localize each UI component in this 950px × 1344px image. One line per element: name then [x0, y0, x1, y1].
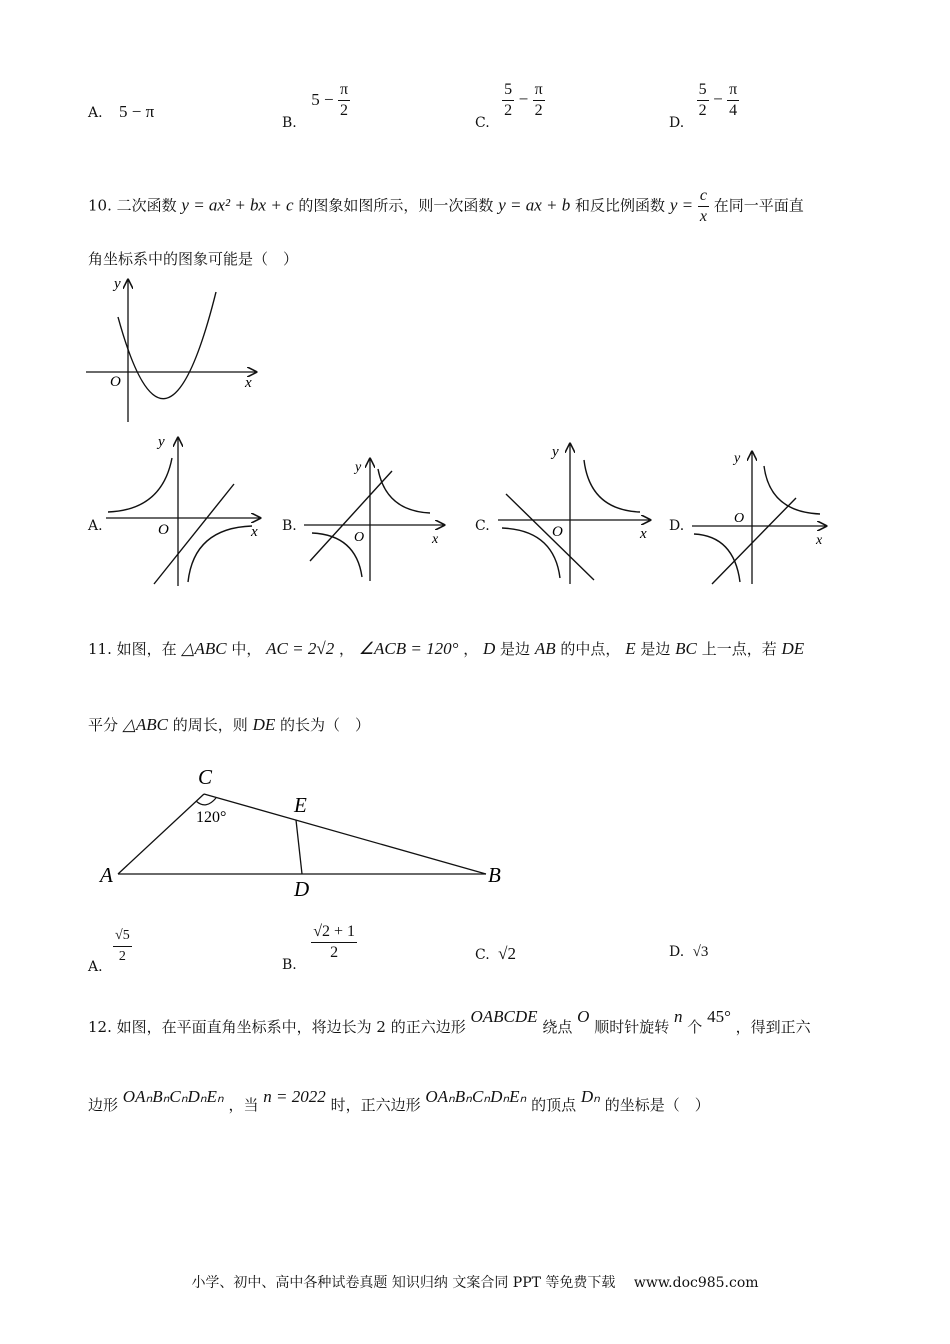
- q10-option-b-label: B.: [282, 518, 297, 534]
- q10-option-c-graph: [494, 438, 656, 586]
- vertex-b-label: B: [488, 863, 501, 887]
- quadratic-formula: y = ax² + bx + c: [181, 195, 294, 215]
- svg-text:O: O: [734, 511, 745, 526]
- side-ac: [118, 794, 204, 874]
- inverse-formula-lhs: y =: [669, 195, 694, 215]
- segment-de: [296, 820, 302, 874]
- triangle-abc: △ABC: [181, 639, 227, 658]
- q11-option-c: C. √2: [475, 944, 516, 963]
- q10-parabola-figure: [84, 272, 264, 427]
- svg-text:y: y: [552, 444, 559, 460]
- q11-stem-line1: 11. 如图，在 △ABC 中， AC = 2√2 ， ∠ACB = 120° ， D 是边 AB 的中点， E 是边 BC 上一点，若 DE: [88, 639, 805, 658]
- q10-option-b-graph: [300, 455, 450, 585]
- q12-stem-line2: 边形 OAₙBₙCₙDₙEₙ ，当 n = 2022 时，正六边形 OAₙBₙCₙDₙEₙ 的顶点 Dₙ 的坐标是（ ）: [88, 1087, 710, 1114]
- option-d-fraction-1: $\frac{5}{2}$: [698, 81, 707, 119]
- svg-text:y: y: [158, 434, 165, 450]
- origin-label: O: [110, 374, 121, 390]
- q10-stem-line2: 角坐标系中的图象可能是（ ）: [88, 250, 299, 268]
- svg-text:x: x: [432, 532, 439, 547]
- q9-option-d: [669, 80, 739, 131]
- svg-text:O: O: [158, 522, 169, 538]
- rotation-angle: 45°: [707, 1007, 731, 1026]
- parabola-curve: [118, 292, 216, 399]
- page-footer: 小学、初中、高中各种试卷真题 知识归纳 文案合同 PPT 等免费下载 www.doc985.com: [191, 1275, 759, 1291]
- svg-text:y: y: [355, 460, 362, 475]
- svg-text:y: y: [734, 451, 741, 466]
- vertex-c-label: C: [198, 765, 213, 789]
- angle-acb: ∠ACB = 120°: [358, 639, 459, 658]
- point-d-label: D: [294, 877, 310, 900]
- q10-stem-line1: 10. 二次函数 y = ax² + bx + c 的图象如图所示，则一次函数 y = ax + b 和反比例函数 y = $\frac{c}{x}$ 在同一平面直: [88, 187, 804, 225]
- x-label: x: [245, 375, 252, 391]
- linear-formula: y = ax + b: [498, 195, 571, 215]
- option-c-value: √2: [498, 944, 516, 963]
- svg-text:O: O: [552, 524, 563, 540]
- option-label: C.: [475, 114, 490, 131]
- q11-option-a: A. $\frac{√5}{2}$: [88, 928, 130, 975]
- q11-stem-line2: 平分 △ABC 的周长，则 DE 的长为（ ）: [88, 715, 371, 734]
- option-c-fraction-1: $\frac{5}{2}$: [504, 81, 513, 119]
- option-label: D.: [669, 114, 685, 131]
- q11-triangle-figure: [96, 760, 516, 900]
- option-a-expression: 5 − π: [119, 102, 155, 121]
- option-label: A.: [88, 105, 103, 121]
- hyperbola-branch: [378, 469, 430, 513]
- inverse-formula-fraction: $\frac{c}{x}$: [699, 187, 707, 225]
- q10-option-d-label: D.: [669, 518, 685, 534]
- q10-option-a-graph: [102, 432, 270, 588]
- angle-label: 120°: [196, 809, 227, 826]
- hyperbola-branch: [764, 466, 820, 514]
- hyperbola-branch: [694, 534, 740, 582]
- svg-text:O: O: [354, 530, 365, 545]
- option-d-value: √3: [692, 944, 709, 960]
- y-label: y: [114, 276, 121, 292]
- vertex-dn: Dₙ: [580, 1087, 600, 1106]
- option-d-fraction-2: $\frac{\pi}{4}$: [729, 81, 738, 119]
- q9-option-a: [88, 102, 154, 122]
- vertex-a-label: A: [100, 863, 113, 887]
- q11-option-b: B. $\frac{√2 + 1}{2}$: [282, 923, 356, 973]
- hyperbola-branch: [108, 458, 172, 512]
- operator: −: [713, 89, 723, 109]
- hexagon-name: OABCDE: [470, 1007, 538, 1026]
- straight-line: [506, 494, 594, 580]
- operator: −: [518, 89, 529, 109]
- q12-stem-line1: 12. 如图，在平面直角坐标系中，将边长为 2 的正六边形 OABCDE 绕点 O 顺时针旋转 n 个 45° ，得到正六: [88, 1007, 811, 1036]
- svg-text:x: x: [640, 526, 647, 542]
- n-value: n = 2022: [263, 1087, 326, 1106]
- svg-text:x: x: [251, 524, 258, 540]
- straight-line: [712, 498, 796, 584]
- q10-option-d-graph: [688, 446, 832, 586]
- option-c-fraction-2: $\frac{\pi}{2}$: [534, 81, 543, 119]
- option-b-fraction: $\frac{\pi}{2}$: [340, 81, 349, 119]
- q10-option-c-label: C.: [475, 518, 490, 534]
- q10-option-a-label: A.: [88, 518, 103, 534]
- hyperbola-branch: [584, 460, 640, 512]
- option-b-whole: 5 −: [311, 89, 334, 109]
- option-a-fraction: $\frac{√5}{2}$: [115, 928, 130, 964]
- side-cb: [204, 794, 486, 874]
- svg-text:x: x: [816, 533, 823, 548]
- straight-line: [310, 471, 392, 561]
- point-e-label: E: [294, 793, 307, 817]
- q9-option-c: [475, 80, 545, 131]
- q11-option-d: D. √3: [669, 944, 709, 960]
- rotated-hexagon-name: OAₙBₙCₙDₙEₙ: [122, 1087, 224, 1106]
- option-label: B.: [282, 114, 297, 131]
- option-b-fraction: $\frac{√2 + 1}{2}$: [313, 923, 356, 961]
- hyperbola-branch: [188, 526, 252, 582]
- q9-option-b: [282, 80, 350, 131]
- ac-length: AC = 2√2: [266, 639, 335, 658]
